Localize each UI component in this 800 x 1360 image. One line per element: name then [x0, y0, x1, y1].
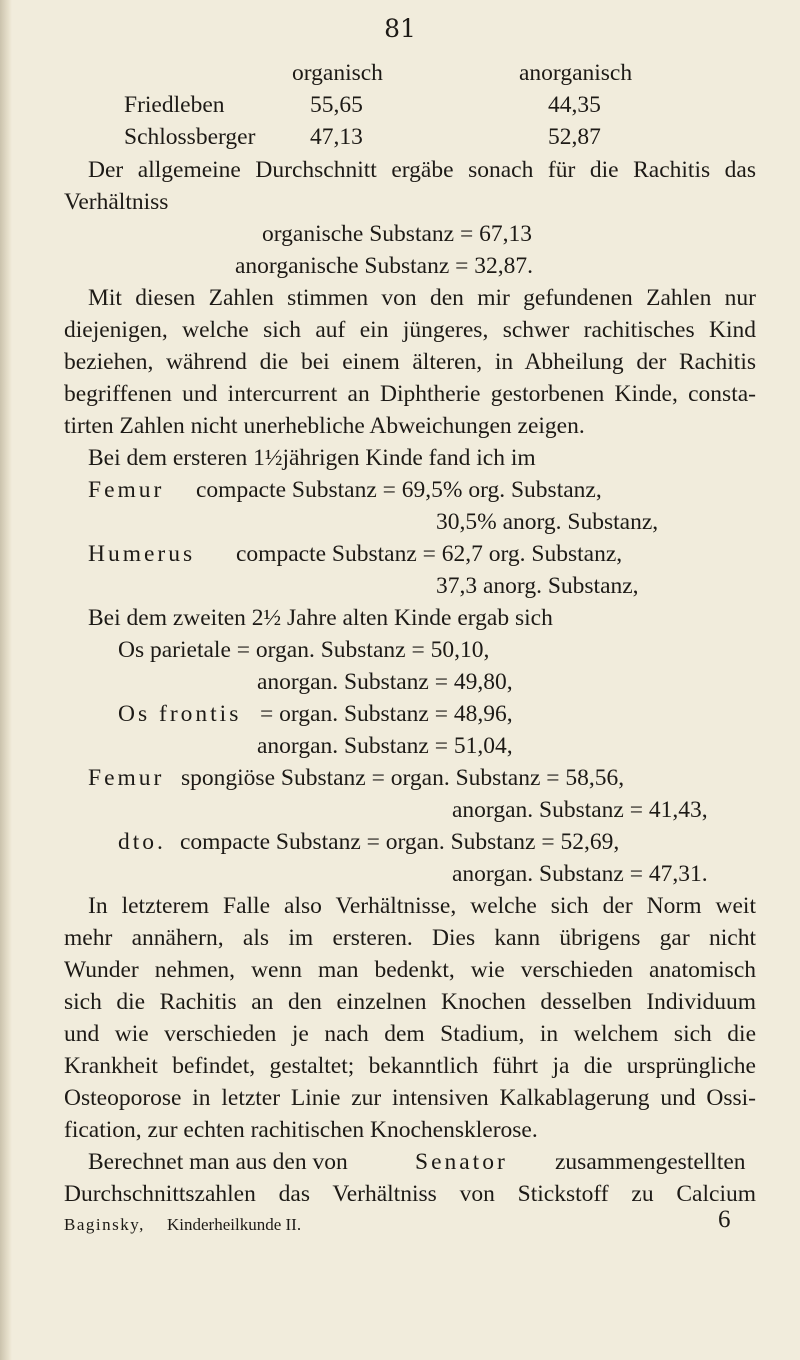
bone-name: Femur: [88, 477, 165, 503]
measurement-line: 30,5% anorg. Substanz,: [436, 509, 659, 535]
text-line: Verhältniss: [64, 189, 169, 215]
bone-name: dto.: [118, 829, 166, 855]
text-line: Mit diesen Zahlen stimmen von den mir gefundenen Zahlen nur: [88, 285, 756, 311]
text-line: Bei dem ersteren 1½jährigen Kinde fand ich im: [88, 445, 536, 471]
table1-row-anorg: 44,35: [548, 92, 601, 118]
formula-line: organische Substanz = 67,13: [262, 221, 532, 247]
text-line: Durchschnittszahlen das Verhältniss von Stickstoff zu Calcium: [64, 1181, 756, 1207]
text-line: tirten Zahlen nicht unerhebliche Abweichungen zeigen.: [64, 413, 585, 439]
measurement-line: anorgan. Substanz = 51,04,: [257, 733, 513, 759]
measurement-line: anorgan. Substanz = 41,43,: [452, 797, 708, 823]
measurement-line: compacte Substanz = organ. Substanz = 52,69,: [180, 829, 620, 855]
text-line: mehr annähern, als im ersteren. Dies kann übrigens gar nicht: [64, 925, 756, 951]
page-binding-edge: [0, 0, 12, 1360]
table1-row-anorg: 52,87: [548, 124, 601, 150]
text-line: beziehen, während die bei einem älteren, in Abheilung der Rachitis: [64, 349, 756, 375]
measurement-line: compacte Substanz = 69,5% org. Substanz,: [196, 477, 602, 503]
table1-header-anorg: anorganisch: [519, 60, 633, 86]
text-line: Wunder nehmen, wenn man bedenkt, wie verschieden anatomisch: [64, 957, 756, 983]
table1-row-name: Schlossberger: [124, 124, 256, 150]
text-line: Der allgemeine Durchschnitt ergäbe sonach für die Rachitis das: [88, 157, 756, 183]
footer-sheet-number: 6: [718, 1206, 731, 1233]
text-line: diejenigen, welche sich auf ein jüngeres, schwer rachitisches Kind: [64, 317, 756, 343]
measurement-line: Os parietale = organ. Substanz = 50,10,: [118, 637, 490, 663]
footer-title: Kinderheilkunde II.: [167, 1215, 302, 1234]
footer-author: Baginsky,: [64, 1215, 145, 1234]
measurement-line: 37,3 anorg. Substanz,: [436, 573, 639, 599]
bone-name: Femur: [88, 765, 165, 791]
bone-name: Humerus: [88, 541, 196, 567]
table1-row-name: Friedleben: [124, 92, 225, 118]
measurement-line: = organ. Substanz = 48,96,: [260, 701, 513, 727]
measurement-line: anorgan. Substanz = 49,80,: [257, 669, 513, 695]
table1-row-org: 55,65: [310, 92, 363, 118]
text-line: zusammengestellten: [555, 1149, 746, 1175]
measurement-line: spongiöse Substanz = organ. Substanz = 58,56,: [181, 765, 625, 791]
text-line: und wie verschieden je nach dem Stadium, in welchem sich die: [64, 1021, 756, 1047]
table1-header-org: organisch: [292, 60, 383, 86]
page-number: 81: [384, 14, 416, 43]
text-line: Krankheit befindet, gestaltet; bekanntlich führt ja die ursprüngliche: [64, 1053, 756, 1079]
bone-name: Os frontis: [118, 701, 242, 727]
text-line: begriffenen und intercurrent an Diphtherie gestorbenen Kinde, consta-: [64, 381, 756, 407]
measurement-line: compacte Substanz = 62,7 org. Substanz,: [236, 541, 623, 567]
text-line: fication, zur echten rachitischen Knochensklerose.: [64, 1117, 538, 1143]
author-name: Senator: [415, 1149, 508, 1175]
table1-row-org: 47,13: [310, 124, 363, 150]
text-line: In letzterem Falle also Verhältnisse, welche sich der Norm weit: [88, 893, 756, 919]
measurement-line: anorgan. Substanz = 47,31.: [452, 861, 708, 887]
formula-line: anorganische Substanz = 32,87.: [235, 253, 534, 279]
text-line: Berechnet man aus den von: [88, 1149, 348, 1175]
text-line: Bei dem zweiten 2½ Jahre alten Kinde ergab sich: [88, 605, 553, 631]
text-line: sich die Rachitis an den einzelnen Knochen desselben Individuum: [64, 989, 756, 1015]
text-line: Osteoporose in letzter Linie zur intensiven Kalkablagerung und Ossi-: [64, 1085, 756, 1111]
